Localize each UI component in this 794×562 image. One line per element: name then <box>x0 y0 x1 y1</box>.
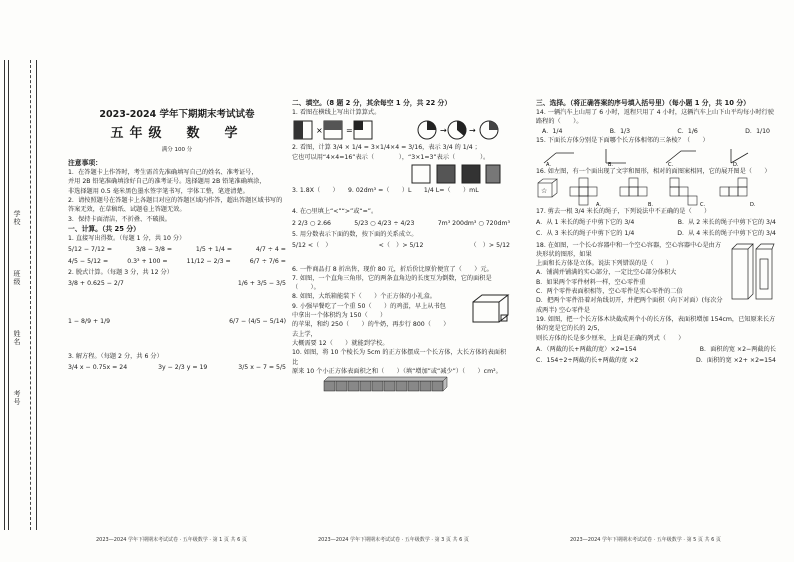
question: 18. 在如图，一个长心容器中和一个空心容器，空心容器中心是由方块形状的图形，如果 <box>536 241 722 258</box>
question: 19. 如图，把一个长方体木块截成两个小的长方体，表面积增加 154cm，已知原来长方体的宽是它的长的 2/5， <box>536 315 776 333</box>
edge-options-diagram <box>536 145 766 167</box>
svg-text:×: × <box>316 126 323 136</box>
calc-item: 11/12 − 2/3 = <box>186 257 231 265</box>
option: A．铺满并铺满的实心部分，一定比空心部分体积大 <box>536 269 677 277</box>
svg-text:→: → <box>469 126 476 136</box>
note-line: 并用 2B 铅笔准确填涂好自己的准考证号。选择题用 2B 铅笔准确填涂， <box>68 178 266 186</box>
calc-item: 1/6 + 3/5 − 3/5 <box>237 280 286 288</box>
question: 3. 解方程。（每题 2 分，共 6 分） <box>68 352 163 360</box>
binding-line <box>8 60 9 530</box>
option: C．从 3 米长的绳子中剪下它的 1/4 <box>536 230 635 238</box>
question: 上面和长方体是立体。说法下列错误的是（ ） <box>536 260 673 268</box>
box-diagram <box>470 292 510 324</box>
options-row <box>536 229 776 238</box>
answer-row <box>68 257 286 266</box>
fraction-figures <box>292 119 510 141</box>
grade-subject: 五年级 数 学 <box>110 126 244 142</box>
option: D．面积的宽 ×2+ ×2=154 <box>695 357 776 365</box>
prism-diagram <box>730 241 776 303</box>
fraction-diagram-row <box>292 119 502 141</box>
options-row <box>536 218 776 227</box>
binding-label: 班级 <box>13 270 21 286</box>
binding-label: 学校 <box>13 210 21 226</box>
calc-item: 6/7 − (4/5 − 5/14) <box>229 317 286 325</box>
section-heading: 一、计算。（共 25 分） <box>68 224 140 233</box>
options-row <box>536 356 776 365</box>
option-label: D. <box>733 162 739 168</box>
box-row <box>292 292 510 348</box>
page-footer: 2023—2024 学年下期期末考试试卷 · 五年级数学 · 第 1 页 共 6 页 <box>96 537 247 543</box>
calc-item: 4/7 ÷ 4 = <box>255 246 286 254</box>
option-label: A. <box>596 201 601 207</box>
cube-row-diagram <box>322 376 452 392</box>
answer-row <box>68 245 286 254</box>
calc-item: 0.3³ + 100 = <box>127 257 168 265</box>
svg-text:→: → <box>440 126 447 136</box>
option: B．从 2 米长的绳子中剪下它的 3/4 <box>677 218 776 226</box>
question: 17. 剪去一根 3/4 米长的绳子，下列说法中不正确的是（ ） <box>536 207 711 215</box>
grid-figures <box>292 164 510 184</box>
question: 大概需要 12（ ）就能到学校。 <box>292 339 389 347</box>
compare-item: 7m³ 200dm³ ○ 720dm³ <box>437 219 510 227</box>
option: B．如果两个零件材料一样，空心零件重 <box>536 278 646 286</box>
question: 原来 10 个小正方体表面积之和（ ）（填“增加”或“减少”）（ ）cm²。 <box>292 367 502 375</box>
grid-diagram <box>292 164 502 184</box>
question: 15. 下面长方体分别是下面哪个长方体相邻的三条棱？（ ） <box>536 137 709 145</box>
question: 5. 用分数表示下面的数，按下面的关系成立。 <box>292 230 418 238</box>
answer-row <box>292 241 510 250</box>
question: 7. 如图，一个直角三角形，它的两条直角边的长度互为倒数，它的面积是（ ）。 <box>292 274 492 292</box>
calc-item: 5/12 − 7/12 = <box>68 246 113 254</box>
binding-margin <box>0 60 62 530</box>
compare-item: 2 2/3 ○ 2.66 <box>292 219 331 227</box>
blank-item: <（ ）> 5/12 <box>378 242 424 250</box>
answer-row <box>292 219 510 228</box>
calc-item: 3/8 − 3/8 = <box>135 246 173 254</box>
calc-item: 3/5 x − 7 = 5/5 <box>238 364 286 372</box>
option: C．154÷2÷两截的长+两截的宽 ×2 <box>536 357 639 365</box>
answer-row <box>68 279 286 288</box>
page-column-3 <box>536 98 776 367</box>
question: 4. 在○里填上“<”“>”或“=”。 <box>292 208 378 216</box>
notes-heading: 注意事项： <box>68 159 102 167</box>
svg-text:=: = <box>346 126 353 136</box>
calc-item: 3/8 + 0.625 − 2/7 <box>68 280 124 288</box>
section-heading: 三、选择。（将正确答案的序号填入括号里）（每小题 1 分，共 10 分） <box>536 99 750 107</box>
question: 的苹果，和约 250（ ）的牛奶，再步行 800（ ）去上学， <box>292 321 450 338</box>
page-column-1 <box>68 96 286 375</box>
calc-item: 3y − 2/3 y = 19 <box>158 364 208 372</box>
option: D．把两个零件沿着对角线切开，并把两个面积（向下对面）(每次分成两半) 空心零件是 <box>536 297 723 314</box>
question-18-block <box>536 241 776 315</box>
question: 2. 看图，计算 3/4 × 1/4 = 3×1/4×4 = 3/16，表示 3/4 的 1/4 ； <box>292 144 481 152</box>
option-label: C. <box>668 162 674 168</box>
note-line: 答案无效，在草稿纸、试题卷上答题无效。 <box>68 206 186 214</box>
answer-row <box>68 317 286 326</box>
question: 则长方体的长是多少厘米，上面是正确的列式（ ） <box>536 334 685 342</box>
option: C．两个零件表面积相等，空心零件是实心零件的二倍 <box>536 288 683 296</box>
option: A．1/4 <box>542 127 563 135</box>
option: D．1/10 <box>745 127 770 135</box>
option: A．（两截的长+两截的宽）×2=154 <box>536 345 637 353</box>
calc-item: 1 − 8/9 + 1/9 <box>68 317 111 325</box>
total-score: 满分 100 分 <box>161 146 193 153</box>
option-label: C. <box>700 201 706 207</box>
option-label: B. <box>608 162 614 168</box>
question: 16. 如左图，有一个面出现了文字和图形，相对的面图案相同，它的展开图是（ ） <box>536 168 771 176</box>
binding-line <box>36 60 37 530</box>
question: 9. 小强早餐吃了一个重 50（ ）的鸡蛋，早上从书包中拿出一个体积约为 150（ ） <box>292 302 446 320</box>
calc-item: 4/5 − 5/12 = <box>68 257 109 265</box>
net-options-diagram <box>536 177 766 207</box>
calc-item: 6/7 ÷ 7/6 = <box>249 257 286 265</box>
note-line: 3．保持卡面清洁，不折叠、不破损。 <box>68 215 171 223</box>
binding-label: 姓名 <box>13 330 21 346</box>
page-column-2 <box>292 98 510 392</box>
calc-item: 3/4 x − 0.75x = 24 <box>68 364 128 372</box>
binding-line <box>30 60 31 530</box>
note-line: 1．在答题卡上作答时，考生需首先准确填写自己的姓名、准考证号， <box>68 169 258 177</box>
options-row <box>536 345 776 354</box>
option: B．1/3 <box>609 127 631 135</box>
question: 1. 直接写出得数。（每题 1 分，共 10 分） <box>68 235 186 243</box>
note-line: 非选择题用 0.5 毫米黑色墨水签字笔书写，字体工整，笔迹清楚。 <box>68 187 249 195</box>
binding-label: 考号 <box>13 390 21 406</box>
question: 1. 看图在横线上写出计算算式。 <box>292 109 381 117</box>
question: 2. 脱式计算。（每题 3 分，共 12 分） <box>68 269 173 277</box>
exam-title: 2023-2024 学年下期期末考试试卷 <box>99 109 255 120</box>
calc-item: 1/5 + 1/4 = <box>195 246 233 254</box>
blank-item: 5/12 <（ ） <box>292 242 332 250</box>
option-label: A. <box>546 162 551 168</box>
option-label: B. <box>648 201 654 207</box>
option-label: D. <box>750 201 756 207</box>
answer-row <box>68 363 286 372</box>
question: 10. 如图，将 10 个棱长为 5cm 的正方体摆成一个长方体，大长方体的表面积比 <box>292 349 507 366</box>
question: 8. 如图，大纸箱能装下（ ）个正方体的小礼盒。 <box>292 293 436 301</box>
question: 它也可以用“4×4=16”表示（ ），“3×1=3”表示（ ）。 <box>292 153 490 161</box>
option: A．从 1 米长的绳子中剪下它的 3/4 <box>536 218 635 226</box>
compare-item: 5/23 ○ 4/23 ÷ 4/23 <box>354 219 415 227</box>
star-icon: ☆ <box>541 186 548 195</box>
blank-item: （ ）> 5/12 <box>470 242 510 250</box>
section-heading: 二、填空。（8 题 2 分，其余每空 1 分，共 22 分） <box>292 99 452 107</box>
option: D．从 4 米长的绳子中剪下它的 3/4 <box>677 230 776 238</box>
options-row <box>536 127 776 136</box>
binding-line <box>4 60 5 530</box>
page-footer: 2023—2024 学年下期期末考试试卷 · 五年级数学 · 第 5 页 共 6 页 <box>570 537 721 543</box>
option: C．1/6 <box>677 127 698 135</box>
note-line: 2．请按照题号在答题卡上各题目对应的答题区域内作答，超出答题区域书写的 <box>68 197 283 205</box>
question: 6. 一件商品打 8 折出售，现价 80 元，折后价比原价便宜了（ ）元。 <box>292 265 493 273</box>
question: 3. 1.8X（ ） 9. 02dm³ =（ ）L 1/4 L=（ ）mL <box>292 187 479 195</box>
page-footer: 2023—2024 学年下期期末考试试卷 · 五年级数学 · 第 3 页 共 6 页 <box>318 537 469 543</box>
option: B．面积的宽 ×2−两截的长 <box>699 345 776 353</box>
question: 14. 一辆汽车上山用了 6 小时，返程只用了 4 小时，这辆汽车上山下山平均每小时行驶路程的（ ）。 <box>536 109 774 126</box>
